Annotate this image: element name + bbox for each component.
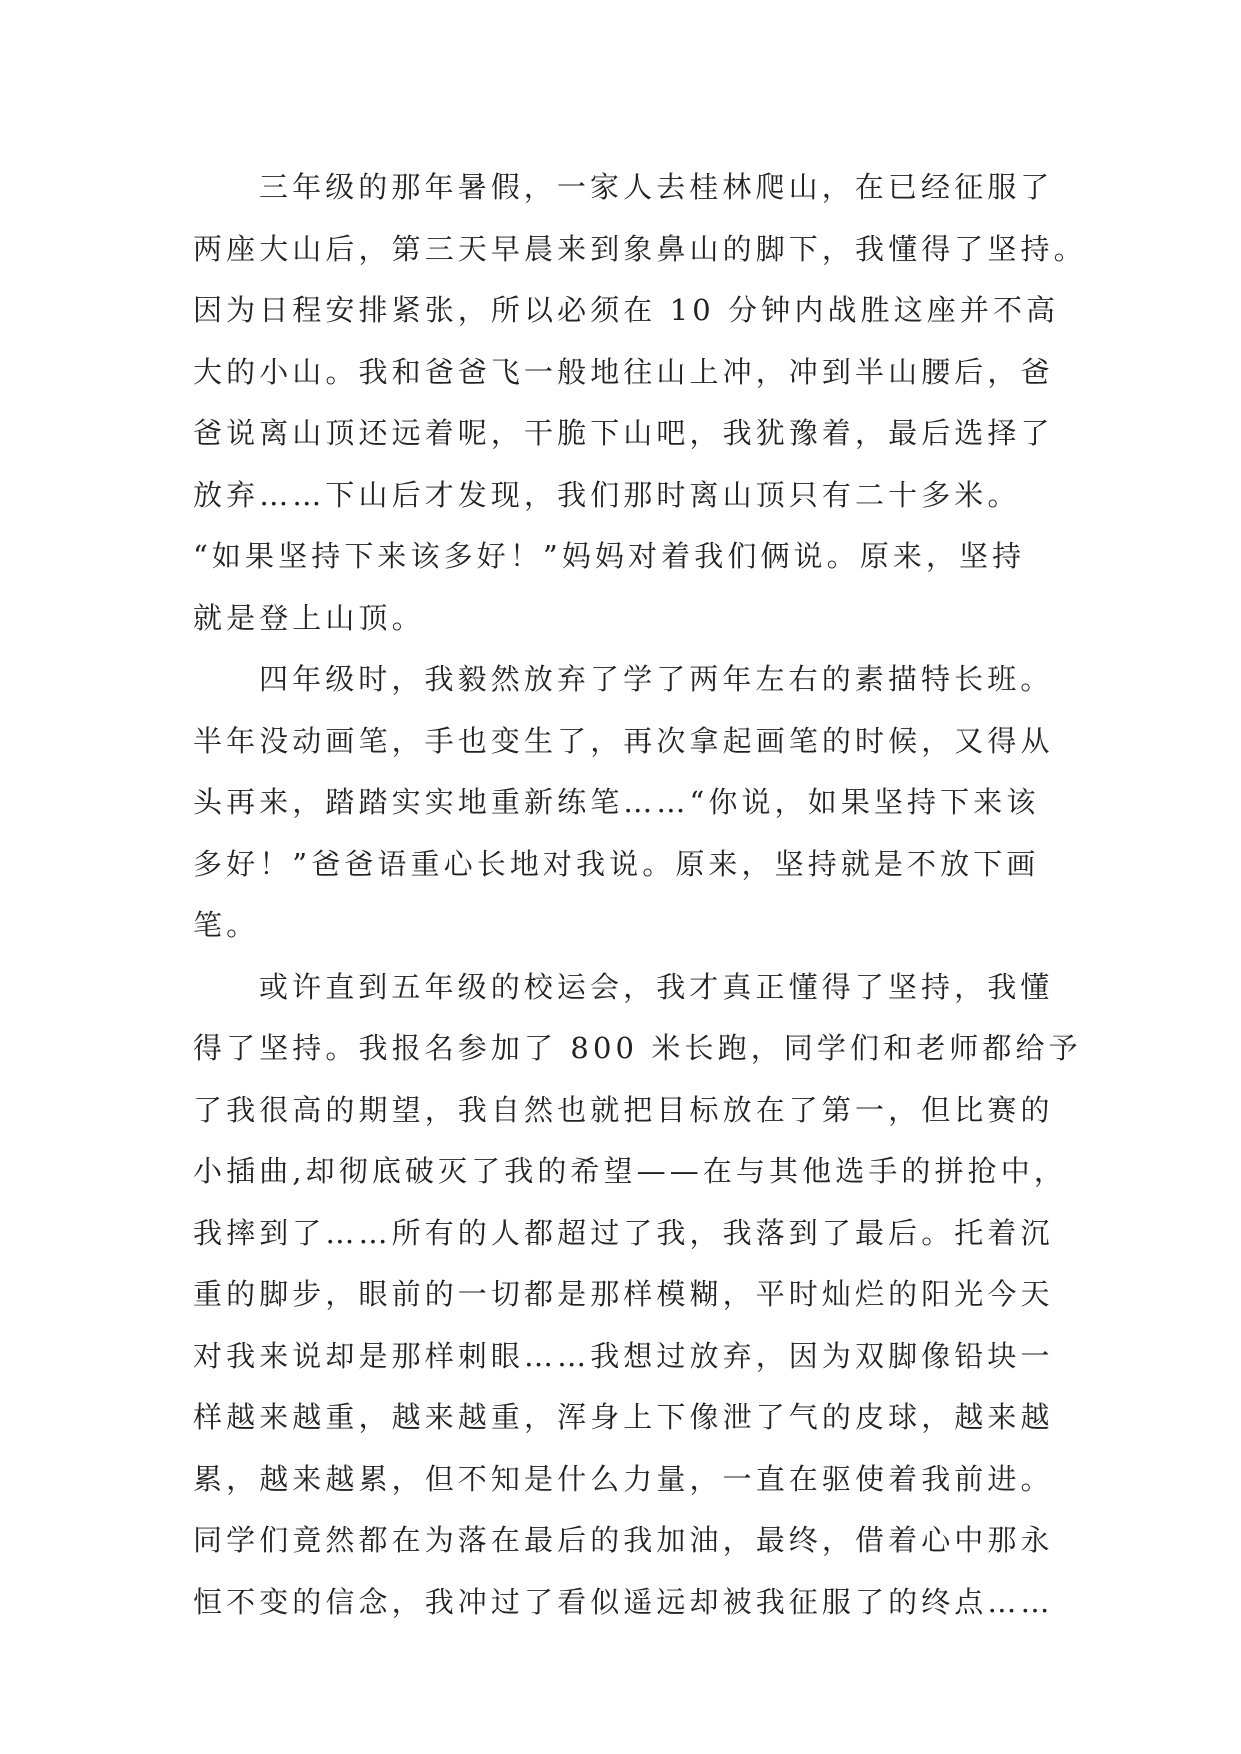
paragraph-2-line-4: 多好！”爸爸语重心长地对我说。原来，坚持就是不放下画 — [193, 846, 1040, 881]
paragraph-2-line-3: 头再来，踏踏实实地重新练笔……“你说，如果坚持下来该 — [193, 785, 1040, 819]
paragraph-3-line-6: 重的脚步，眼前的一切都是那样模糊，平时灿烂的阳光今天 — [193, 1277, 1054, 1311]
paragraph-1-line-1: 三年级的那年暑假，一家人去桂林爬山，在已经征服了 — [259, 170, 1054, 204]
paragraph-3-line-4: 小插曲,却彻底破灭了我的希望——在与其他选手的拼抢中， — [193, 1154, 1067, 1188]
paragraph-3-line-3: 了我很高的期望，我自然也就把目标放在了第一，但比赛的 — [193, 1092, 1054, 1127]
paragraph-2-line-1: 四年级时，我毅然放弃了学了两年左右的素描特长班。 — [259, 662, 1054, 696]
paragraph-1-line-3: 因为日程安排紧张，所以必须在 10 分钟内战胜这座并不高 — [193, 293, 1060, 327]
paragraph-1-line-6: 放弃……下山后才发现，我们那时离山顶只有二十多米。 — [193, 477, 1021, 512]
paragraph-3-line-7: 对我来说却是那样刺眼……我想过放弃，因为双脚像铅块一 — [193, 1338, 1054, 1373]
paragraph-3-line-5: 我摔到了……所有的人都超过了我，我落到了最后。托着沉 — [193, 1215, 1054, 1250]
essay-body — [193, 157, 1087, 1633]
paragraph-3-line-8: 样越来越重，越来越重，浑身上下像泄了气的皮球，越来越 — [193, 1400, 1054, 1434]
paragraph-1-line-7: “如果坚持下来该多好！”妈妈对着我们俩说。原来，坚持 — [193, 539, 1026, 573]
paragraph-3-line-9: 累，越来越累，但不知是什么力量，一直在驱使着我前进。 — [193, 1461, 1054, 1496]
paragraph-3-line-10: 同学们竟然都在为落在最后的我加油，最终，借着心中那永 — [193, 1523, 1054, 1557]
paragraph-1-line-5: 爸说离山顶还远着呢，干脆下山吧，我犹豫着，最后选择了 — [193, 416, 1054, 450]
paragraph-1-line-8: 就是登上山顶。 — [193, 600, 425, 635]
paragraph-2-line-5: 笔。 — [193, 908, 260, 942]
paragraph-3-line-2: 得了坚持。我报名参加了 800 米长跑，同学们和老师都给予 — [193, 1031, 1082, 1065]
paragraph-1-line-2: 两座大山后，第三天早晨来到象鼻山的脚下，我懂得了坚持。 — [193, 231, 1087, 266]
paragraph-3-line-11: 恒不变的信念，我冲过了看似遥远却被我征服了的终点…… — [193, 1584, 1054, 1619]
paragraph-1-line-4: 大的小山。我和爸爸飞一般地往山上冲，冲到半山腰后，爸 — [193, 354, 1054, 389]
paragraph-2-line-2: 半年没动画笔，手也变生了，再次拿起画笔的时候，又得从 — [193, 723, 1054, 758]
paragraph-3-line-1: 或许直到五年级的校运会，我才真正懂得了坚持，我懂 — [259, 969, 1054, 1004]
